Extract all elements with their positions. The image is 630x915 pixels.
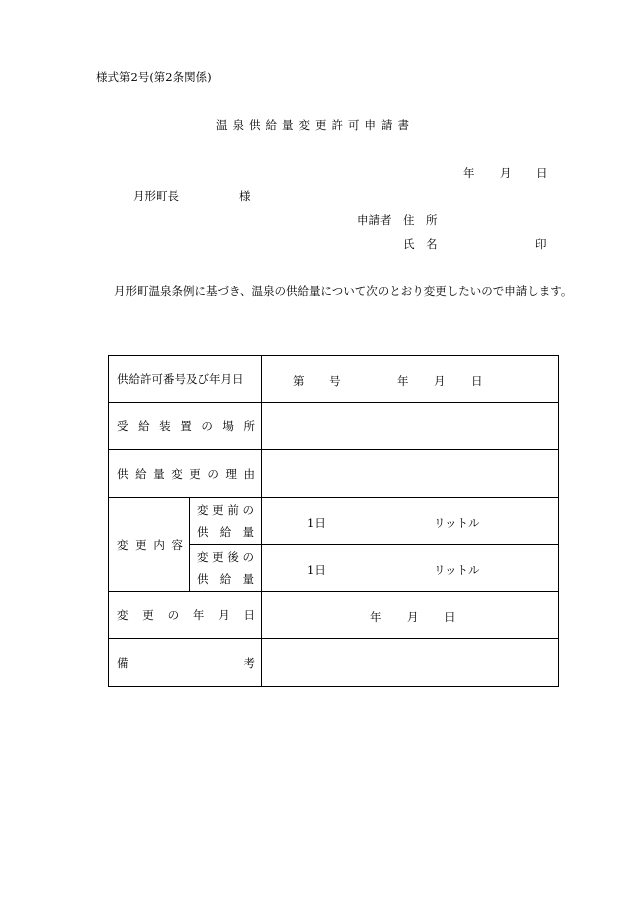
change-date-label: 変更の年月日 — [109, 592, 262, 639]
permit-go-label: 号 — [329, 374, 341, 388]
remarks-value[interactable] — [262, 639, 559, 687]
permit-number-value[interactable] — [262, 356, 559, 403]
application-body-text: 月形町温泉条例に基づき、温泉の供給量について次のとおり変更したいので申請します。 — [114, 284, 573, 298]
permit-number-label: 供給許可番号及び年月日 — [109, 356, 262, 403]
table-row-change-reason — [109, 450, 559, 498]
date-year-label: 年 — [463, 166, 475, 180]
document-title: 温泉供給量変更許可申請書 — [216, 118, 414, 132]
recipient-honorific: 様 — [239, 189, 251, 203]
address-label: 住 所 — [403, 213, 438, 227]
table-row-change-before — [109, 498, 559, 545]
recipient-title: 月形町長 — [133, 189, 179, 203]
permit-year-label: 年 — [397, 374, 409, 388]
device-location-label: 受給装置の場所 — [109, 403, 262, 450]
form-number: 様式第2号(第2条関係) — [96, 70, 212, 84]
after-supply-label-line1: 変更後の — [197, 550, 254, 564]
permit-month-label: 月 — [434, 374, 446, 388]
before-supply-label-line2: 供給量 — [197, 525, 254, 539]
change-content-label: 変更内容 — [109, 498, 190, 592]
permit-dai-label: 第 — [293, 374, 305, 388]
after-supply-label — [190, 545, 262, 592]
name-label: 氏 名 — [403, 237, 438, 251]
table-row-device-location — [109, 403, 559, 450]
device-location-value[interactable] — [262, 403, 559, 450]
after-supply-label-line2: 供給量 — [197, 572, 254, 586]
date-day-label: 日 — [536, 166, 548, 180]
applicant-label: 申請者 — [357, 213, 392, 227]
before-supply-value[interactable] — [262, 498, 559, 545]
change-day-label: 日 — [444, 610, 456, 624]
after-supply-value[interactable] — [262, 545, 559, 592]
seal-mark: 印 — [535, 237, 547, 251]
remarks-label: 備考 — [109, 639, 262, 687]
change-reason-value[interactable] — [262, 450, 559, 498]
date-month-label: 月 — [500, 166, 512, 180]
change-year-label: 年 — [370, 610, 382, 624]
change-reason-label: 供給量変更の理由 — [109, 450, 262, 498]
table-row-permit-number — [109, 356, 559, 403]
after-per-day-label: 1日 — [307, 563, 326, 577]
change-month-label: 月 — [407, 610, 419, 624]
before-supply-label — [190, 498, 262, 545]
table-row-remarks — [109, 639, 559, 687]
change-date-value[interactable] — [262, 592, 559, 639]
before-supply-label-line1: 変更前の — [197, 503, 254, 517]
after-unit-label: リットル — [434, 563, 480, 577]
before-unit-label: リットル — [434, 516, 480, 530]
application-form-table — [108, 355, 559, 687]
before-per-day-label: 1日 — [307, 516, 326, 530]
table-row-change-date — [109, 592, 559, 639]
permit-day-label: 日 — [471, 374, 483, 388]
